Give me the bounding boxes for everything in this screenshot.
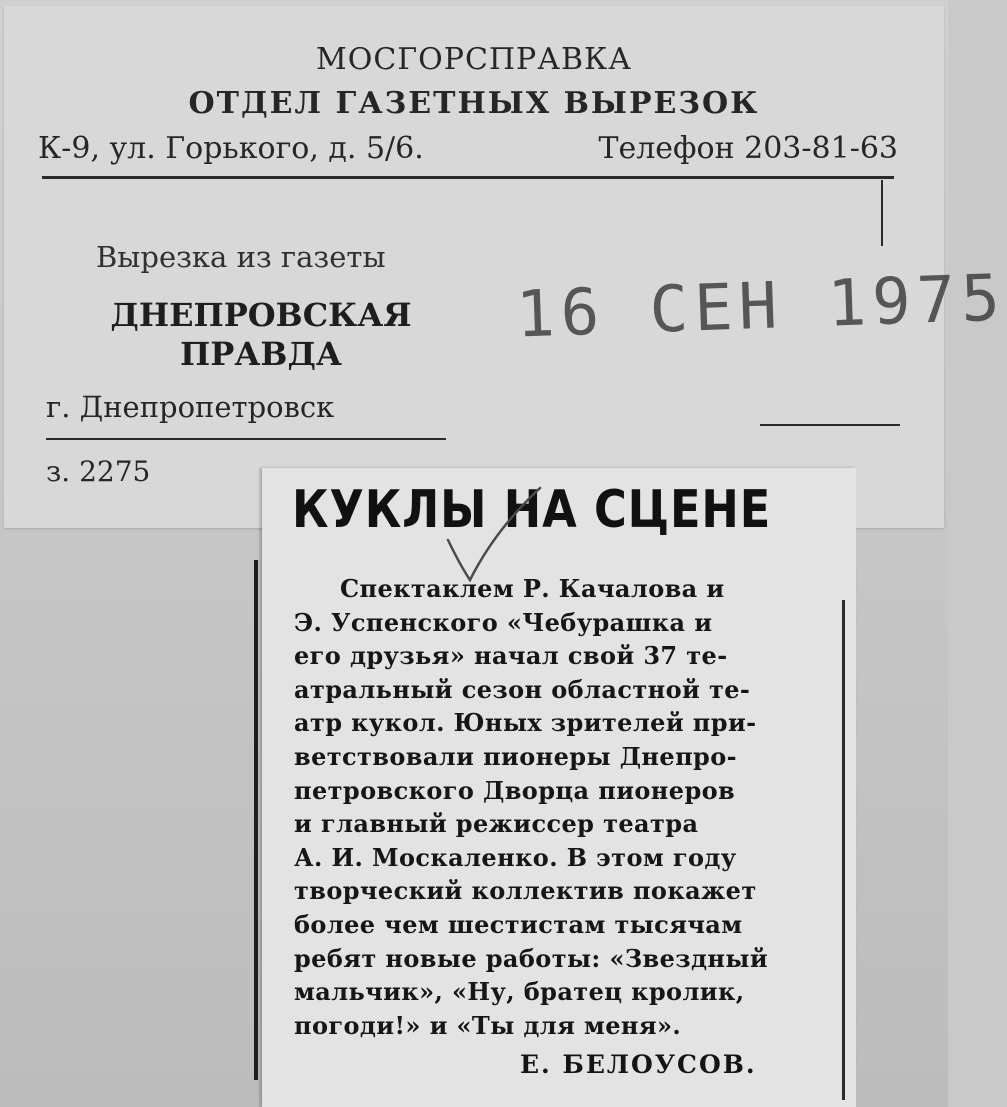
phone-number: Телефон 203-81-63 (598, 131, 898, 166)
date-stamp: 16 СЕН 1975 (514, 261, 1007, 353)
article-line: и главный режиссер театра (294, 809, 699, 839)
newspaper-name-line-1: ДНЕПРОВСКАЯ (110, 296, 412, 334)
date-underline (760, 424, 900, 426)
clipping-left-edge (254, 560, 258, 1080)
header-divider (42, 176, 894, 179)
article-line: ребят новые работы: «Звездный (294, 943, 769, 973)
newspaper-name-line-2: ПРАВДА (180, 335, 342, 373)
article-line: творческий коллектив покажет (294, 876, 757, 906)
article-headline: КУКЛЫ НА СЦЕНЕ (292, 480, 772, 540)
article-line: погоди!» и «Ты для меня». (294, 1010, 682, 1040)
article-line: ветствовали пионеры Днепро- (294, 741, 737, 771)
order-number: з. 2275 (46, 455, 151, 488)
vertical-divider (881, 180, 883, 246)
article-line: Спектаклем Р. Качалова и (340, 574, 725, 603)
article-body (294, 572, 826, 1042)
clipping-right-edge (842, 600, 845, 1100)
article-line: мальчик», «Ну, братец кролик, (294, 977, 745, 1007)
article-line: петровского Дворца пионеров (294, 775, 736, 805)
clipping-label: Вырезка из газеты (96, 240, 386, 274)
department-name: ОТДЕЛ ГАЗЕТНЫХ ВЫРЕЗОК (188, 86, 760, 121)
article-line: Э. Успенского «Чебурашка и (294, 607, 713, 637)
article-byline: Е. БЕЛОУСОВ. (520, 1050, 757, 1079)
city-underline (46, 438, 446, 440)
article-line: более чем шестистам тысячам (294, 909, 743, 939)
city: г. Днепропетровск (46, 390, 335, 424)
newspaper-name (96, 296, 426, 374)
article-line: атр кукол. Юных зрителей при- (294, 708, 757, 738)
article-line: атральный сезон областной те- (294, 674, 751, 704)
article-line: его друзья» начал свой 37 те- (294, 641, 728, 671)
organization-name: МОСГОРСПРАВКА (316, 42, 632, 77)
article-line: А. И. Москаленко. В этом году (294, 842, 737, 872)
address: К-9, ул. Горького, д. 5/6. (38, 131, 424, 166)
